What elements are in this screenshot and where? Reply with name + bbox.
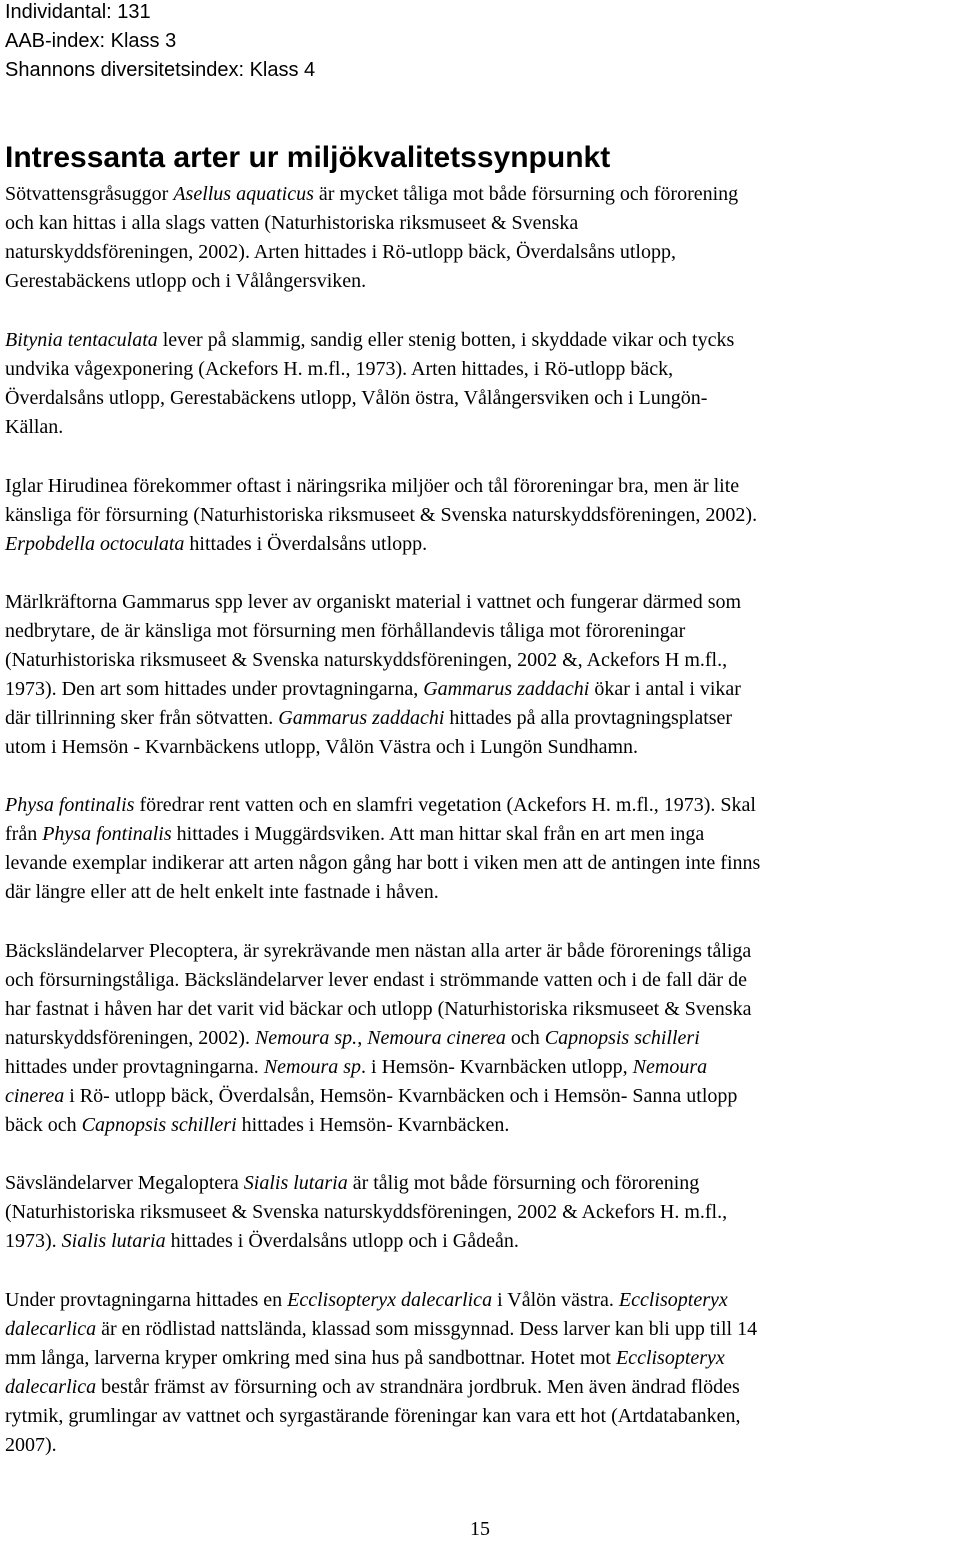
text-run: är en rödlistad nattslända, klassad som missgynnad. Dess larver kan bli upp till 14 bbox=[96, 1318, 758, 1340]
text-run: och bbox=[505, 1027, 545, 1049]
text-run: 2007). bbox=[5, 1434, 57, 1456]
text-run: Bäcksländelarver Plecoptera, är syrekrävande men nästan alla arter är både förorenings tåliga bbox=[5, 940, 752, 962]
paragraph-plecoptera bbox=[5, 937, 957, 1140]
text-line bbox=[5, 998, 751, 1020]
species-name: Sialis lutaria bbox=[243, 1172, 348, 1194]
text-run: hittades på alla provtagningsplatser bbox=[444, 707, 733, 729]
species-name: Nemoura sp. bbox=[254, 1027, 358, 1049]
text-line bbox=[5, 1201, 727, 1223]
text-line bbox=[5, 591, 741, 613]
text-run: naturskyddsföreningen, 2002). bbox=[5, 1027, 255, 1049]
text-run: där tillrinning sker från sötvatten. bbox=[5, 707, 279, 729]
species-name: cinerea bbox=[5, 1085, 65, 1107]
species-name: Ecclisopteryx bbox=[618, 1289, 728, 1311]
text-run: Sävsländelarver Megaloptera bbox=[5, 1172, 244, 1194]
text-line bbox=[5, 533, 427, 555]
species-name: dalecarlica bbox=[5, 1376, 97, 1398]
text-line bbox=[5, 183, 738, 205]
species-name: Physa fontinalis bbox=[42, 823, 172, 845]
text-line bbox=[5, 1172, 699, 1194]
text-line bbox=[5, 212, 578, 234]
text-line bbox=[5, 940, 751, 962]
text-line bbox=[5, 707, 732, 729]
text-run: från bbox=[5, 823, 43, 845]
text-run: mm långa, larverna kryper omkring med sina hus på sandbottnar. Hotet mot bbox=[5, 1347, 616, 1369]
text-run: , bbox=[357, 1027, 368, 1049]
site-stats bbox=[5, 0, 315, 85]
text-run: är tålig mot både försurning och förorening bbox=[347, 1172, 700, 1194]
species-name: Nemoura sp bbox=[263, 1056, 362, 1078]
text-line bbox=[5, 475, 739, 497]
text-run: rytmik, grumlingar av vattnet och syrgastärande föreningar kan vara ett hot (Artdatabanken, bbox=[5, 1405, 741, 1427]
species-name: Gammarus zaddachi bbox=[423, 678, 590, 700]
text-run: är mycket tåliga mot både försurning och förorening bbox=[313, 183, 739, 205]
text-run: i Rö- utlopp bäck, Överdalsån, Hemsön- Kvarnbäcken och i Hemsön- Sanna utlopp bbox=[64, 1085, 738, 1107]
text-line bbox=[5, 241, 676, 263]
text-run: naturskyddsföreningen, 2002). Arten hittades i Rö-utlopp bäck, Överdalsåns utlopp, bbox=[5, 241, 676, 263]
text-line bbox=[5, 1434, 57, 1456]
text-run: levande exemplar indikerar att arten någon gång har bott i viken men att de antingen inte finns bbox=[5, 852, 761, 874]
species-name: Capnopsis schilleri bbox=[544, 1027, 700, 1049]
text-run: hittades i Hemsön- Kvarnbäcken. bbox=[236, 1114, 510, 1136]
species-name: Nemoura bbox=[632, 1056, 708, 1078]
text-run: hittades i Överdalsåns utlopp och i Gådeån. bbox=[165, 1230, 519, 1252]
text-run: Överdalsåns utlopp, Gerestabäckens utlopp, Vålön östra, Vålångersviken och i Lungön- bbox=[5, 387, 708, 409]
text-line bbox=[5, 504, 757, 526]
text-run: och försurningståliga. Bäcksländelarver lever endast i strömmande vatten och i de fall där de bbox=[5, 969, 747, 991]
text-line bbox=[5, 1056, 707, 1078]
paragraph-asellus bbox=[5, 180, 957, 296]
text-line bbox=[5, 823, 704, 845]
text-line bbox=[5, 358, 673, 380]
text-line bbox=[5, 678, 741, 700]
text-line bbox=[5, 270, 366, 292]
text-line bbox=[5, 1318, 757, 1340]
paragraph-physa bbox=[5, 791, 957, 907]
text-run: hittades i Överdalsåns utlopp. bbox=[184, 533, 428, 555]
paragraph-iglar bbox=[5, 472, 957, 559]
paragraph-bitynia bbox=[5, 326, 957, 442]
species-name: Bitynia tentaculata bbox=[5, 329, 158, 351]
text-run: består främst av försurning och av strandnära jordbruk. Men även ändrad flödes bbox=[96, 1376, 740, 1398]
text-run: 1973). bbox=[5, 1230, 62, 1252]
species-name: Sialis lutaria bbox=[61, 1230, 166, 1252]
text-line bbox=[5, 329, 734, 351]
species-name: Ecclisopteryx dalecarlica bbox=[287, 1289, 493, 1311]
text-run: i Vålön västra. bbox=[492, 1289, 619, 1311]
text-run: (Naturhistoriska riksmuseet & Svenska naturskyddsföreningen, 2002 & Ackefors H. m.fl., bbox=[5, 1201, 728, 1223]
text-run: har fastnat i håven har det varit vid bäckar och utlopp (Naturhistoriska riksmuseet & Svenska bbox=[5, 998, 752, 1020]
text-run: föredrar rent vatten och en slamfri vegetation (Ackefors H. m.fl., 1973). Skal bbox=[134, 794, 756, 816]
text-run: Iglar Hirudinea förekommer oftast i näringsrika miljöer och tål föroreningar bra, men är lite bbox=[5, 475, 740, 497]
text-run: känsliga för försurning (Naturhistoriska riksmuseet & Svenska naturskyddsföreningen, 2002). bbox=[5, 504, 758, 526]
species-name: Nemoura cinerea bbox=[367, 1027, 506, 1049]
text-line bbox=[5, 881, 439, 903]
species-name: Gammarus zaddachi bbox=[278, 707, 445, 729]
paragraph-sialis bbox=[5, 1169, 957, 1256]
paragraph-gammarus bbox=[5, 588, 957, 762]
text-run: Märlkräftorna Gammarus spp lever av organiskt material i vattnet och fungerar därmed som bbox=[5, 591, 742, 613]
text-run: Källan. bbox=[5, 416, 64, 438]
shannon-index: Shannons diversitetsindex: Klass 4 bbox=[5, 59, 316, 81]
text-line bbox=[5, 794, 756, 816]
text-run: hittades i Muggärdsviken. Att man hittar skal från en art men inga bbox=[171, 823, 705, 845]
text-line bbox=[5, 1289, 728, 1311]
text-line bbox=[5, 1230, 519, 1252]
species-name: dalecarlica bbox=[5, 1318, 97, 1340]
species-name: Physa fontinalis bbox=[5, 794, 135, 816]
text-line bbox=[5, 1027, 700, 1049]
text-run: lever på slammig, sandig eller stenig botten, i skyddade vikar och tycks bbox=[157, 329, 735, 351]
individual-count: Individantal: 131 bbox=[5, 1, 151, 23]
text-line bbox=[5, 736, 638, 758]
text-line bbox=[5, 852, 760, 874]
text-line bbox=[5, 1347, 725, 1369]
text-line bbox=[5, 387, 707, 409]
text-run: (Naturhistoriska riksmuseet & Svenska naturskyddsföreningen, 2002 &, Ackefors H m.fl., bbox=[5, 649, 728, 671]
text-line bbox=[5, 416, 63, 438]
text-line bbox=[5, 969, 747, 991]
text-run: där längre eller att de helt enkelt inte fastnade i håven. bbox=[5, 881, 439, 903]
text-run: undvika vågexponering (Ackefors H. m.fl., 1973). Arten hittades, i Rö-utlopp bäck, bbox=[5, 358, 674, 380]
species-name: Erpobdella octoculata bbox=[5, 533, 185, 555]
text-line bbox=[5, 1405, 740, 1427]
species-name: Capnopsis schilleri bbox=[81, 1114, 237, 1136]
text-run: Under provtagningarna hittades en bbox=[5, 1289, 288, 1311]
text-run: hittades under provtagningarna. bbox=[5, 1056, 264, 1078]
text-run: nedbrytare, de är känsliga mot försurning men förhållandevis tåliga mot föroreningar bbox=[5, 620, 686, 642]
page-number: 15 bbox=[470, 1518, 490, 1540]
text-line bbox=[5, 1376, 740, 1398]
text-line bbox=[5, 620, 685, 642]
species-name: Ecclisopteryx bbox=[615, 1347, 725, 1369]
species-name: Asellus aquaticus bbox=[173, 183, 314, 205]
text-run: Gerestabäckens utlopp och i Vålångersviken. bbox=[5, 270, 367, 292]
paragraph-ecclisopteryx bbox=[5, 1286, 957, 1460]
text-line bbox=[5, 1114, 509, 1136]
section-heading: Intressanta arter ur miljökvalitetssynpunkt bbox=[5, 141, 611, 174]
text-run: ökar i antal i vikar bbox=[589, 678, 741, 700]
text-run: . i Hemsön- Kvarnbäcken utlopp, bbox=[361, 1056, 633, 1078]
text-line bbox=[5, 1085, 737, 1107]
text-line bbox=[5, 649, 727, 671]
text-run: Sötvattensgråsuggor bbox=[5, 183, 174, 205]
text-run: utom i Hemsön - Kvarnbäckens utlopp, Vålön Västra och i Lungön Sundhamn. bbox=[5, 736, 639, 758]
aab-index: AAB-index: Klass 3 bbox=[5, 30, 177, 52]
text-run: 1973). Den art som hittades under provtagningarna, bbox=[5, 678, 424, 700]
text-run: bäck och bbox=[5, 1114, 82, 1136]
text-run: och kan hittas i alla slags vatten (Naturhistoriska riksmuseet & Svenska bbox=[5, 212, 579, 234]
